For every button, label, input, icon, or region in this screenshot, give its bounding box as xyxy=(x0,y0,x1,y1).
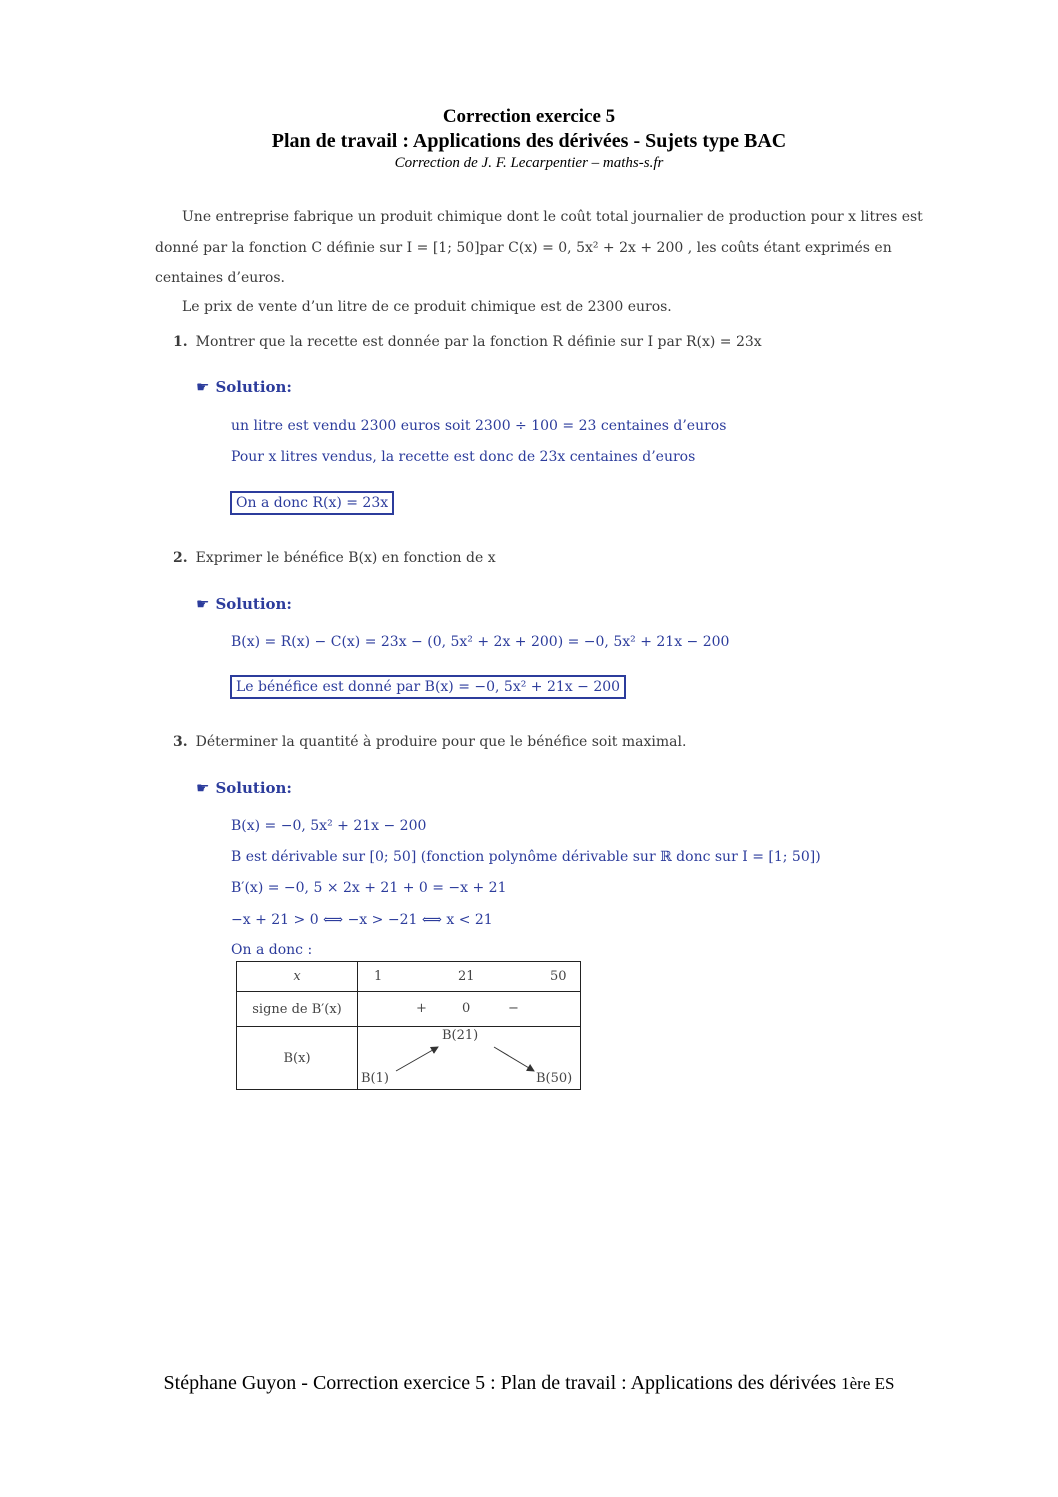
solution-2-line-1: B(x) = R(x) − C(x) = 23x − (0, 5x² + 2x + 200) = −0, 5x² + 21x − 200 xyxy=(231,634,730,650)
question-3-text: Déterminer la quantité à produire pour que le bénéfice soit maximal. xyxy=(195,734,687,750)
solution-1-line-1: un litre est vendu 2300 euros soit 2300 ÷ 100 = 23 centaines d’euros xyxy=(231,418,727,434)
page-subtitle: Plan de travail : Applications des dérivées - Sujets type BAC xyxy=(271,130,787,152)
intro-line-4: Le prix de vente d’un litre de ce produit chimique est de 2300 euros. xyxy=(182,299,672,315)
solution-2-heading xyxy=(196,595,292,613)
question-1 xyxy=(173,334,762,350)
x-value-21: 21 xyxy=(458,969,475,984)
question-3 xyxy=(173,734,686,750)
question-1-number: 1. xyxy=(173,334,188,350)
b-end-value: B(50) xyxy=(536,1071,573,1086)
pointing-hand-icon: ☛ xyxy=(196,779,210,797)
page-title: Correction exercice 5 xyxy=(442,106,616,127)
variation-arrows xyxy=(358,1027,580,1090)
sign-minus: − xyxy=(508,1001,519,1016)
solution-3-line-5: On a donc : xyxy=(231,942,313,958)
sign-zero: 0 xyxy=(462,1001,471,1016)
x-value-1: 1 xyxy=(374,969,383,984)
solution-3-heading xyxy=(196,779,292,797)
question-2 xyxy=(173,550,496,566)
question-2-number: 2. xyxy=(173,550,188,566)
variation-cell xyxy=(358,1027,581,1090)
table-row-variation xyxy=(237,1027,581,1090)
variation-table xyxy=(236,961,581,1090)
x-value-50: 50 xyxy=(550,969,567,984)
intro-line-3: centaines d’euros. xyxy=(155,270,285,286)
question-3-number: 3. xyxy=(173,734,188,750)
intro-line-2: donné par la fonction C définie sur I = [1; 50]par C(x) = 0, 5x² + 2x + 200 , les coûts étant exprimés en xyxy=(155,240,892,256)
page-header xyxy=(0,105,1058,173)
footer-text: Stéphane Guyon - Correction exercice 5 : Plan de travail : Applications des dérivées xyxy=(163,1372,837,1394)
row-label-x: x xyxy=(237,962,358,992)
sign-cell xyxy=(358,992,581,1027)
sign-plus: + xyxy=(416,1001,427,1016)
page-footer xyxy=(0,1372,1058,1395)
solution-3-line-3: B′(x) = −0, 5 × 2x + 21 + 0 = −x + 21 xyxy=(231,880,507,896)
b-max-value: B(21) xyxy=(442,1028,479,1043)
solution-3-label: Solution: xyxy=(215,779,292,797)
x-values-cell xyxy=(358,962,581,992)
solution-2-label: Solution: xyxy=(215,595,292,613)
pointing-hand-icon: ☛ xyxy=(196,378,210,396)
solution-3-line-4: −x + 21 > 0 ⟺ −x > −21 ⟺ x < 21 xyxy=(231,912,493,928)
question-1-text: Montrer que la recette est donnée par la fonction R définie sur I par R(x) = 23x xyxy=(195,334,762,350)
page-credit: Correction de J. F. Lecarpentier – maths-s.fr xyxy=(394,155,664,171)
row-label-b: B(x) xyxy=(237,1027,358,1090)
footer-level: 1ère ES xyxy=(841,1374,895,1393)
decreasing-arrow xyxy=(494,1047,534,1071)
solution-3-line-2: B est dérivable sur [0; 50] (fonction polynôme dérivable sur ℝ donc sur I = [1; 50]) xyxy=(231,849,821,865)
increasing-arrow xyxy=(396,1047,438,1071)
solution-2-boxed-result: Le bénéfice est donné par B(x) = −0, 5x² + 21x − 200 xyxy=(230,675,626,699)
solution-1-boxed-result: On a donc R(x) = 23x xyxy=(230,491,394,515)
solution-1-line-2: Pour x litres vendus, la recette est donc de 23x centaines d’euros xyxy=(231,449,696,465)
pointing-hand-icon: ☛ xyxy=(196,595,210,613)
table-row-sign xyxy=(237,992,581,1027)
solution-1-label: Solution: xyxy=(215,378,292,396)
solution-3-line-1: B(x) = −0, 5x² + 21x − 200 xyxy=(231,818,427,834)
b-start-value: B(1) xyxy=(361,1071,389,1086)
question-2-text: Exprimer le bénéfice B(x) en fonction de x xyxy=(195,550,496,566)
table-row-x xyxy=(237,962,581,992)
row-label-sign: signe de B′(x) xyxy=(237,992,358,1027)
solution-1-heading xyxy=(196,378,292,396)
intro-line-1: Une entreprise fabrique un produit chimique dont le coût total journalier de production pour x litres est xyxy=(182,209,923,225)
